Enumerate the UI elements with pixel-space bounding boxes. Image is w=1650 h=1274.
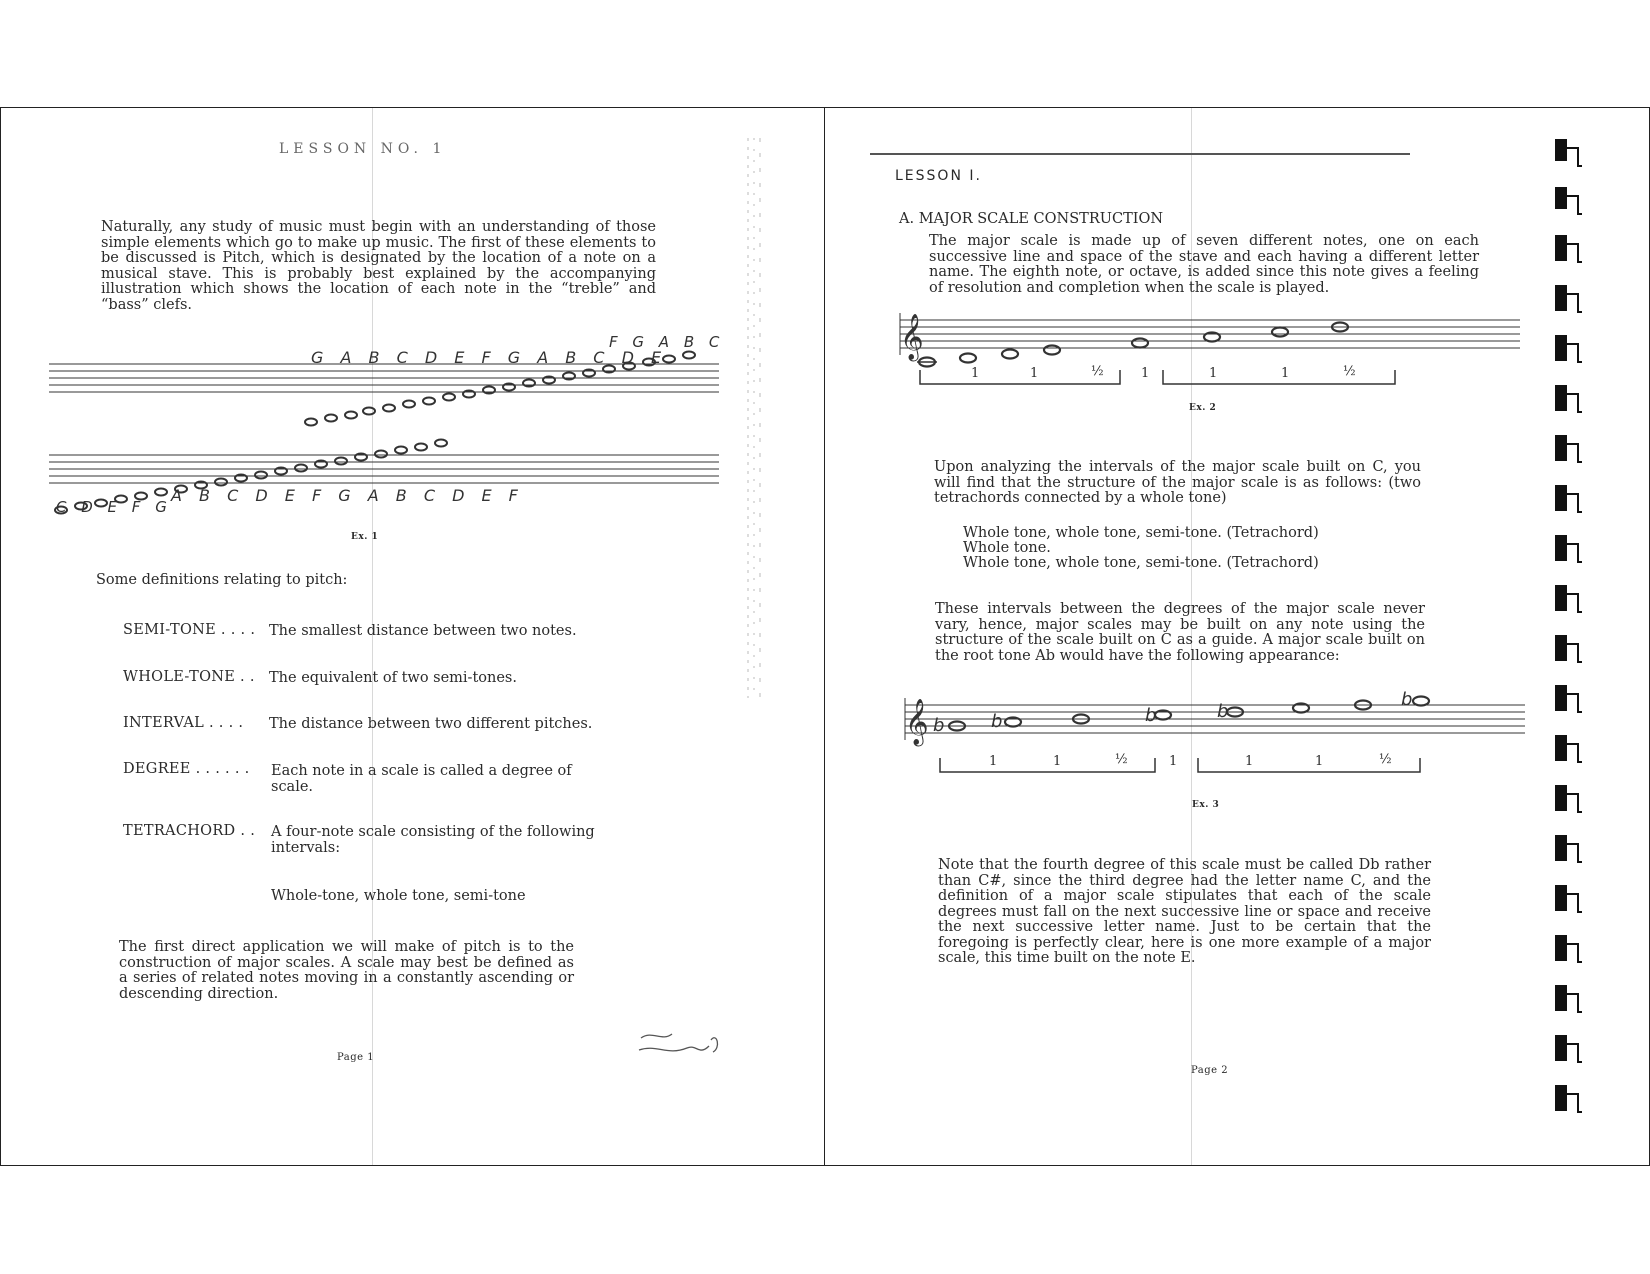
ex3-interval-brackets bbox=[940, 758, 1580, 788]
ex3-interval: 1 bbox=[1053, 754, 1062, 769]
ex3-interval: 1 bbox=[1169, 754, 1178, 769]
ex2-interval: 1 bbox=[1209, 366, 1218, 381]
page-1 bbox=[0, 107, 825, 1166]
ex2-label: Ex. 2 bbox=[1189, 403, 1217, 413]
ex1-staves bbox=[1, 338, 825, 578]
ex2-interval: 1 bbox=[1030, 366, 1039, 381]
lesson-title: LESSON NO. 1 bbox=[279, 141, 447, 157]
structure-line: Whole tone, whole tone, semi-tone. (Tetrachord) bbox=[963, 555, 1319, 571]
closing-paragraph: The first direct application we will make of pitch is to the construction of major scales. A scale may best be defined as a series of related notes moving in a constantly ascending or descending direction. bbox=[119, 939, 574, 1002]
page-number: Page 1 bbox=[337, 1052, 375, 1063]
analysis-paragraph: Upon analyzing the intervals of the major scale built on C, you will find that the structure of the major scale is as follows: (two tetrachords connected by a whole tone) bbox=[934, 459, 1421, 506]
handwritten-mark bbox=[637, 1026, 727, 1066]
definition-text: The equivalent of two semi-tones. bbox=[269, 670, 517, 686]
structure-line: Whole tone, whole tone, semi-tone. (Tetrachord) bbox=[963, 525, 1319, 541]
definition-text: A four-note scale consisting of the following intervals: bbox=[271, 824, 595, 856]
definition-text: The smallest distance between two notes. bbox=[269, 623, 577, 639]
intro-paragraph: The major scale is made up of seven different notes, one on each successive line and space of the stave and each having a different letter name. The eighth note, or octave, is added since this note gives a feeling of resolution and completion when the scale is played. bbox=[929, 233, 1479, 296]
top-rule bbox=[870, 153, 1410, 155]
flat-sign: b bbox=[1145, 705, 1157, 726]
ex2-interval-brackets bbox=[920, 370, 1560, 400]
tetrachord-pattern: Whole-tone, whole tone, semi-tone bbox=[271, 888, 526, 904]
ex3-interval: 1 bbox=[1245, 754, 1254, 769]
treble-clef: 𝄞 bbox=[905, 699, 929, 745]
ex2-interval: 1 bbox=[1281, 366, 1290, 381]
treble-clef: 𝄞 bbox=[900, 314, 924, 360]
definition-term: DEGREE . . . . . . bbox=[123, 761, 250, 777]
intro-paragraph: Naturally, any study of music must begin with an understanding of those simple elements which go to make up music. The first of these elements to be discussed is Pitch, which is designated by the location of a note on a musical stave. This is probably best explained by the accompanying illustration which shows the location of each note in the “treble” and “bass” clefs. bbox=[101, 219, 656, 313]
bass-note-letters: A B C D E F G A B C D E F bbox=[171, 486, 524, 505]
ex3-interval: ½ bbox=[1115, 752, 1128, 767]
ex3-interval: 1 bbox=[1315, 754, 1324, 769]
treble-top-letters: F G A B C bbox=[609, 333, 725, 351]
ex2-interval: ½ bbox=[1091, 364, 1104, 379]
ex3-interval: ½ bbox=[1379, 752, 1392, 767]
page-number: Page 2 bbox=[1191, 1065, 1229, 1076]
spiral-binding bbox=[1552, 140, 1592, 1130]
flat-sign: b bbox=[1401, 689, 1413, 710]
bass-low-letters: C D E F G bbox=[56, 498, 172, 516]
ex3-label: Ex. 3 bbox=[1192, 800, 1220, 810]
ex3-interval: 1 bbox=[989, 754, 998, 769]
flat-sign: b bbox=[933, 715, 945, 736]
flat-sign: b bbox=[991, 711, 1003, 732]
definition-text: The distance between two different pitches. bbox=[269, 716, 593, 732]
intervals-paragraph: These intervals between the degrees of the major scale never vary, hence, major scales may be built on any note using the structure of the scale built on C as a guide. A major scale built on the root tone Ab would have the following appearance: bbox=[935, 601, 1425, 664]
note-paragraph: Note that the fourth degree of this scale must be called Db rather than C#, since the third degree had the letter name C, and the definition of a major scale stipulates that each of the scale degrees must fall on the next successive line or space and receive the next successive letter name. Just to be certain that the foregoing is perfectly clear, here is one more example of a major scale, this time built on the note E. bbox=[938, 857, 1431, 966]
treble-note-letters: G A B C D E F G A B C D E bbox=[311, 348, 668, 367]
definition-term: SEMI-TONE . . . . bbox=[123, 622, 256, 638]
definition-term: INTERVAL . . . . bbox=[123, 715, 244, 731]
section-heading: A. MAJOR SCALE CONSTRUCTION bbox=[899, 211, 1164, 227]
structure-line: Whole tone. bbox=[963, 540, 1051, 556]
ex1-label: Ex. 1 bbox=[351, 532, 379, 542]
definitions-heading: Some definitions relating to pitch: bbox=[96, 572, 348, 588]
ex2-interval: 1 bbox=[1141, 366, 1150, 381]
ex2-interval: ½ bbox=[1343, 364, 1356, 379]
definition-term: WHOLE-TONE . . bbox=[123, 669, 255, 685]
definition-term: TETRACHORD . . bbox=[123, 823, 256, 839]
page-2 bbox=[824, 107, 1650, 1166]
lesson-title: LESSON I. bbox=[895, 168, 982, 184]
definition-text: Each note in a scale is called a degree of scale. bbox=[271, 763, 572, 795]
flat-sign: b bbox=[1217, 701, 1229, 722]
ex2-interval: 1 bbox=[971, 366, 980, 381]
scan-edge-texture bbox=[746, 138, 766, 698]
